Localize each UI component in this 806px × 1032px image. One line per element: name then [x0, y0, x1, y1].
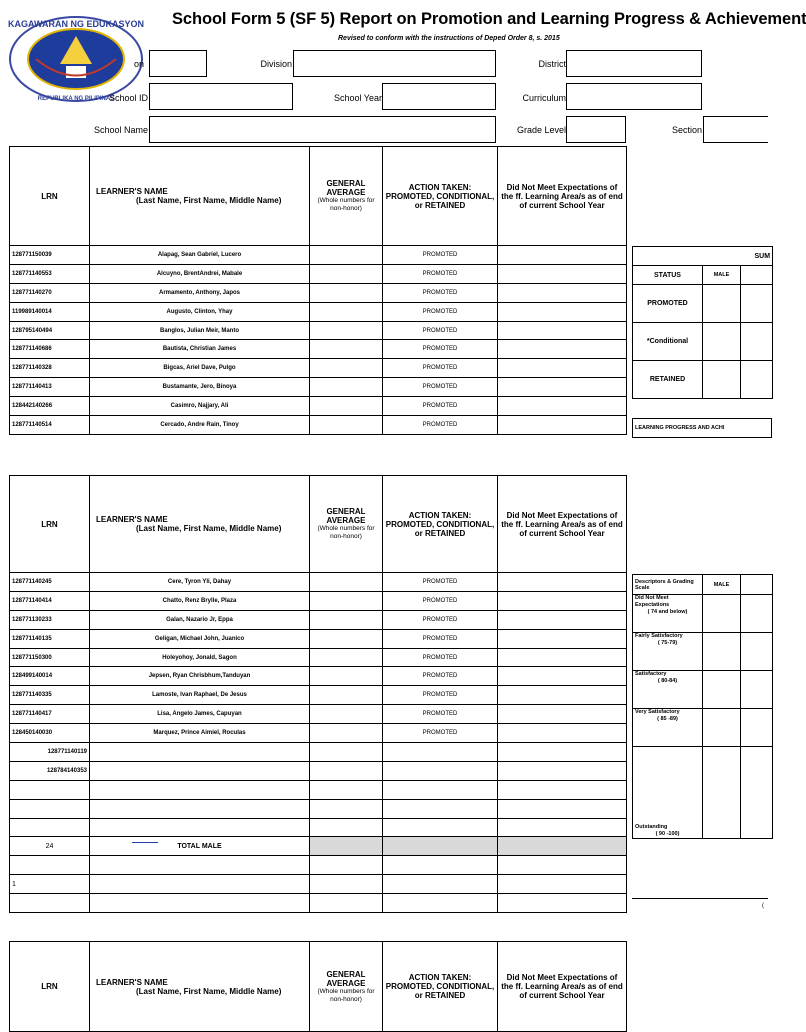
- division-field[interactable]: [293, 50, 496, 77]
- action-taken: [383, 761, 498, 780]
- col-name: LEARNER'S NAME (Last Name, First Name, Middle Name): [90, 942, 310, 1032]
- learner-lrn: 128771130233: [10, 610, 90, 629]
- action-taken: PROMOTED: [383, 686, 498, 705]
- col-name: LEARNER'S NAME (Last Name, First Name, Middle Name): [90, 147, 310, 246]
- learner-lrn: 128771140270: [10, 283, 90, 302]
- action-taken: PROMOTED: [383, 629, 498, 648]
- signature-line: [632, 898, 768, 899]
- learner-row: [10, 397, 627, 416]
- action-taken: PROMOTED: [383, 648, 498, 667]
- learner-row: [10, 321, 627, 340]
- descriptor-label: Did Not Meet Expectations: [635, 595, 670, 608]
- region-label: on: [134, 59, 145, 69]
- action-taken: PROMOTED: [383, 397, 498, 416]
- learner-lrn: 128795140494: [10, 321, 90, 340]
- learner-name: Holeyohoy, Jonald, Sagon: [90, 648, 310, 667]
- learner-lrn: 128499140014: [10, 667, 90, 686]
- grade-level-field[interactable]: [566, 116, 626, 143]
- descriptors-header: Descriptors & Grading Scale: [633, 575, 703, 595]
- descriptors-male-header: MALE: [703, 575, 741, 595]
- learner-lrn: 128771140417: [10, 705, 90, 724]
- learner-lrn: 128771140413: [10, 378, 90, 397]
- general-average: [310, 302, 383, 321]
- col-expectations: Did Not Meet Expectations of the ff. Learning Area/s as of end of current School Year: [498, 476, 627, 573]
- descriptor-range: ( 74 and below): [647, 609, 688, 615]
- seal-bottom-text: REPUBLIKA NG PILIPINAS: [37, 96, 115, 102]
- did-not-meet-expectations: [498, 264, 627, 283]
- action-taken: PROMOTED: [383, 359, 498, 378]
- action-taken: PROMOTED: [383, 340, 498, 359]
- status-header: STATUS: [633, 266, 703, 285]
- summary-title: SUM: [633, 247, 773, 266]
- learner-lrn: 128771140245: [10, 573, 90, 592]
- descriptor-row: [633, 633, 773, 671]
- district-label: District: [538, 59, 566, 69]
- empty-row: [10, 799, 627, 818]
- did-not-meet-expectations: [498, 283, 627, 302]
- learner-name: Alapag, Sean Gabriel, Lucero: [90, 246, 310, 265]
- descriptor-range: ( 80-84): [657, 678, 678, 684]
- did-not-meet-expectations: [498, 705, 627, 724]
- school-id-label: School ID: [108, 93, 148, 103]
- descriptor-range: ( 85 -89): [657, 716, 678, 722]
- learner-name: Marquez, Prince Aimiel, Roculas: [90, 724, 310, 743]
- did-not-meet-expectations: [498, 610, 627, 629]
- learner-lrn: 128784140353: [10, 761, 90, 780]
- action-taken: PROMOTED: [383, 378, 498, 397]
- col-average: GENERAL AVERAGE (Whole numbers for non-honor): [310, 476, 383, 573]
- learner-name: Bustamante, Jero, Binoya: [90, 378, 310, 397]
- learner-row: [10, 573, 627, 592]
- school-name-field[interactable]: [149, 116, 496, 143]
- empty-row: [10, 818, 627, 837]
- learner-lrn: 128442140266: [10, 397, 90, 416]
- general-average: [310, 724, 383, 743]
- descriptor-row: [633, 671, 773, 709]
- total-count: 24: [10, 837, 90, 856]
- general-average: [310, 321, 383, 340]
- learner-row: [10, 378, 627, 397]
- learner-name: Galan, Nazario Jr, Eppa: [90, 610, 310, 629]
- did-not-meet-expectations: [498, 648, 627, 667]
- col-action: ACTION TAKEN: PROMOTED, CONDITIONAL, or RETAINED: [383, 942, 498, 1032]
- did-not-meet-expectations: [498, 416, 627, 435]
- total-male-label: TOTAL MALE: [90, 837, 310, 856]
- learner-row: [10, 705, 627, 724]
- learner-row: [10, 761, 627, 780]
- learners-table-2: [9, 475, 627, 913]
- general-average: [310, 264, 383, 283]
- region-field[interactable]: [149, 50, 207, 77]
- col-action: ACTION TAKEN: PROMOTED, CONDITIONAL, or RETAINED: [383, 147, 498, 246]
- learner-row: [10, 648, 627, 667]
- learner-row: [10, 340, 627, 359]
- did-not-meet-expectations: [498, 321, 627, 340]
- learner-row: [10, 667, 627, 686]
- general-average: [310, 246, 383, 265]
- school-id-field[interactable]: [149, 83, 293, 110]
- division-label: Division: [260, 59, 292, 69]
- learner-lrn: 128771140119: [10, 743, 90, 762]
- progress-title-table: [632, 418, 772, 438]
- deped-seal: [6, 14, 148, 104]
- learner-name: Augusto, Clinton, Yhay: [90, 302, 310, 321]
- empty-row: [10, 780, 627, 799]
- learner-row: [10, 246, 627, 265]
- learner-lrn: 128771140514: [10, 416, 90, 435]
- form-title: School Form 5 (SF 5) Report on Promotion and Learning Progress & Achievement: [172, 10, 806, 28]
- action-taken: PROMOTED: [383, 573, 498, 592]
- learner-name: Cere, Tyron Yli, Dahay: [90, 573, 310, 592]
- action-taken: PROMOTED: [383, 321, 498, 340]
- curriculum-field[interactable]: [566, 83, 702, 110]
- general-average: [310, 629, 383, 648]
- learner-name: Armamento, Anthony, Japos: [90, 283, 310, 302]
- learner-name: Chatto, Renz Brylle, Plaza: [90, 591, 310, 610]
- col-lrn: LRN: [10, 942, 90, 1032]
- action-taken: PROMOTED: [383, 610, 498, 629]
- general-average: [310, 591, 383, 610]
- general-average: [310, 761, 383, 780]
- general-average: [310, 416, 383, 435]
- learner-lrn: 128771140553: [10, 264, 90, 283]
- learner-name: Alcuyno, BrentAndrei, Mabale: [90, 264, 310, 283]
- learner-row: [10, 302, 627, 321]
- descriptor-label: Satisfactory: [635, 671, 667, 677]
- learner-row: [10, 264, 627, 283]
- learner-row: [10, 724, 627, 743]
- summary-conditional: *Conditional: [633, 323, 703, 361]
- descriptor-range: ( 75-79): [657, 640, 678, 646]
- col-lrn: LRN: [10, 147, 90, 246]
- district-field[interactable]: [566, 50, 702, 77]
- col-expectations: Did Not Meet Expectations of the ff. Learning Area/s as of end of current School Year: [498, 942, 627, 1032]
- learner-row: [10, 610, 627, 629]
- learner-lrn: 128771140335: [10, 686, 90, 705]
- did-not-meet-expectations: [498, 629, 627, 648]
- learner-name: Bigcas, Ariel Dave, Pulgo: [90, 359, 310, 378]
- did-not-meet-expectations: [498, 667, 627, 686]
- general-average: [310, 340, 383, 359]
- general-average: [310, 686, 383, 705]
- action-taken: PROMOTED: [383, 264, 498, 283]
- learner-row: [10, 743, 627, 762]
- col-name: LEARNER'S NAME (Last Name, First Name, Middle Name): [90, 476, 310, 573]
- summary-promoted: PROMOTED: [633, 285, 703, 323]
- did-not-meet-expectations: [498, 761, 627, 780]
- learner-lrn: 119989140014: [10, 302, 90, 321]
- did-not-meet-expectations: [498, 397, 627, 416]
- general-average: [310, 667, 383, 686]
- stray-value: 1: [10, 875, 90, 894]
- did-not-meet-expectations: [498, 724, 627, 743]
- general-average: [310, 743, 383, 762]
- general-average: [310, 705, 383, 724]
- did-not-meet-expectations: [498, 302, 627, 321]
- summary-male-header: MALE: [703, 266, 741, 285]
- learner-lrn: 128771140686: [10, 340, 90, 359]
- total-male-row: [10, 837, 627, 856]
- action-taken: PROMOTED: [383, 591, 498, 610]
- action-taken: PROMOTED: [383, 283, 498, 302]
- learner-name: Casimro, Najjary, Ali: [90, 397, 310, 416]
- learner-lrn: 128771140135: [10, 629, 90, 648]
- did-not-meet-expectations: [498, 340, 627, 359]
- did-not-meet-expectations: [498, 378, 627, 397]
- learner-name: Lamoste, Ivan Raphael, De Jesus: [90, 686, 310, 705]
- descriptors-table: [632, 574, 773, 839]
- did-not-meet-expectations: [498, 573, 627, 592]
- grade-level-label: Grade Level: [516, 125, 566, 135]
- action-taken: [383, 743, 498, 762]
- col-average: GENERAL AVERAGE (Whole numbers for non-honor): [310, 942, 383, 1032]
- learner-name: [90, 743, 310, 762]
- curriculum-label: Curriculum: [522, 93, 566, 103]
- learner-name: Bautista, Christian James: [90, 340, 310, 359]
- learner-row: [10, 283, 627, 302]
- learners-table-3: [9, 941, 627, 1032]
- descriptor-row: [633, 747, 773, 839]
- did-not-meet-expectations: [498, 359, 627, 378]
- summary-retained: RETAINED: [633, 361, 703, 399]
- section-field[interactable]: [703, 116, 768, 143]
- col-expectations: Did Not Meet Expectations of the ff. Learning Area/s as of end of current School Year: [498, 147, 627, 246]
- col-lrn: LRN: [10, 476, 90, 573]
- learner-name: Cercado, Andre Rain, Tinoy: [90, 416, 310, 435]
- learner-lrn: 128450140030: [10, 724, 90, 743]
- descriptor-row: [633, 595, 773, 633]
- action-taken: PROMOTED: [383, 302, 498, 321]
- learners-table-1: [9, 146, 627, 435]
- blue-mark: [132, 842, 158, 843]
- did-not-meet-expectations: [498, 743, 627, 762]
- learner-row: [10, 359, 627, 378]
- did-not-meet-expectations: [498, 686, 627, 705]
- descriptor-label: Fairly Satisfactory: [635, 633, 683, 639]
- learner-lrn: 128771150300: [10, 648, 90, 667]
- action-taken: PROMOTED: [383, 667, 498, 686]
- descriptor-label: Outstanding: [635, 824, 668, 830]
- general-average: [310, 397, 383, 416]
- general-average: [310, 378, 383, 397]
- did-not-meet-expectations: [498, 246, 627, 265]
- learner-name: Jepsen, Ryan Chrisbhum,Tanduyan: [90, 667, 310, 686]
- descriptor-row: [633, 709, 773, 747]
- general-average: [310, 610, 383, 629]
- school-year-field[interactable]: [382, 83, 496, 110]
- did-not-meet-expectations: [498, 591, 627, 610]
- col-action: ACTION TAKEN: PROMOTED, CONDITIONAL, or RETAINED: [383, 476, 498, 573]
- general-average: [310, 648, 383, 667]
- general-average: [310, 359, 383, 378]
- learner-lrn: 128771140414: [10, 591, 90, 610]
- form-subtitle: Revised to conform with the instructions of Deped Order 8, s. 2015: [338, 35, 560, 42]
- learner-lrn: 128771140328: [10, 359, 90, 378]
- learner-name: [90, 761, 310, 780]
- learner-row: [10, 686, 627, 705]
- seal-top-text: KAGAWARAN NG EDUKASYON: [7, 19, 145, 29]
- action-taken: PROMOTED: [383, 246, 498, 265]
- progress-title: LEARNING PROGRESS AND ACHI: [633, 419, 772, 438]
- stray-char: (: [762, 903, 764, 909]
- action-taken: PROMOTED: [383, 724, 498, 743]
- learner-row: [10, 416, 627, 435]
- learner-name: Lisa, Angelo James, Capuyan: [90, 705, 310, 724]
- descriptor-label: Very Satisfactory: [635, 709, 680, 715]
- school-name-label: School Name: [93, 125, 148, 135]
- school-year-label: School Year: [333, 93, 382, 103]
- learner-lrn: 128771150039: [10, 246, 90, 265]
- section-label: Section: [671, 125, 702, 135]
- learner-name: Geligan, Michael John, Juanico: [90, 629, 310, 648]
- action-taken: PROMOTED: [383, 705, 498, 724]
- descriptor-range: ( 90 -100): [655, 831, 680, 837]
- general-average: [310, 283, 383, 302]
- general-average: [310, 573, 383, 592]
- learner-row: [10, 629, 627, 648]
- col-average: GENERAL AVERAGE (Whole numbers for non-honor): [310, 147, 383, 246]
- action-taken: PROMOTED: [383, 416, 498, 435]
- learner-name: Banglos, Julian Meir, Manto: [90, 321, 310, 340]
- learner-row: [10, 591, 627, 610]
- summary-table: [632, 246, 773, 399]
